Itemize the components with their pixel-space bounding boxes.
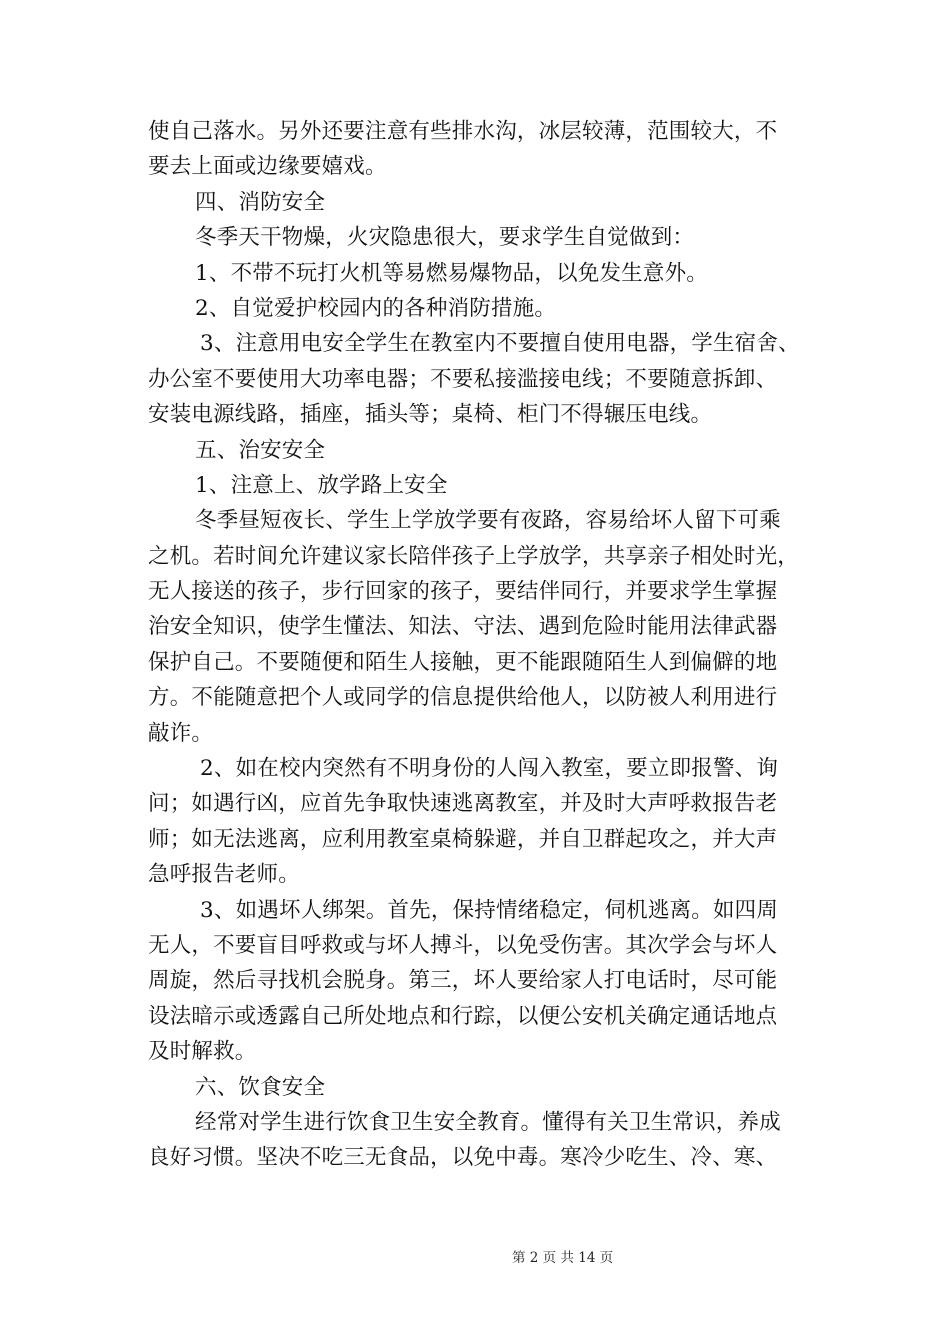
text-line: 无人，不要盲目呼救或与坏人搏斗，以免受伤害。其次学会与坏人 — [148, 932, 778, 958]
text-line: 之机。若时间允许建议家长陪伴孩子上学放学，共享亲子相处时光， — [148, 543, 800, 569]
text-line: 问；如遇行凶，应首先争取快速逃离教室，并及时大声呼救报告老 — [148, 791, 778, 817]
text-line: 冬季天干物燥，火灾隐患很大，要求学生自觉做到： — [195, 225, 695, 251]
list-item: 1、不带不玩打火机等易燃易爆物品，以免发生意外。 — [195, 260, 708, 286]
text-line: 设法暗示或透露自己所处地点和行踪，以便公安机关确定通话地点 — [148, 1003, 778, 1029]
list-item: 3、注意用电安全学生在教室内不要擅自使用电器，学生宿舍、 — [200, 331, 800, 357]
text-line: 急呼报告老师。 — [148, 862, 300, 888]
section-heading: 六、饮食安全 — [195, 1074, 326, 1100]
page-indicator: 第 2 页 共 14 页 — [512, 1250, 614, 1266]
text-line: 良好习惯。坚决不吃三无食品，以免中毒。寒冷少吃生、冷、寒、 — [148, 1145, 778, 1171]
text-line: 经常对学生进行饮食卫生安全教育。懂得有关卫生常识，养成 — [195, 1109, 781, 1135]
text-line: 周旋，然后寻找机会脱身。第三，坏人要给家人打电话时，尽可能 — [148, 968, 778, 994]
sub-heading: 1、注意上、放学路上安全 — [195, 472, 448, 498]
list-item: 2、自觉爱护校园内的各种消防措施。 — [195, 295, 557, 321]
text-line: 冬季昼短夜长、学生上学放学要有夜路，容易给坏人留下可乘 — [195, 508, 781, 534]
section-heading: 五、治安安全 — [195, 437, 326, 463]
text-line: 使自己落水。另外还要注意有些排水沟，冰层较薄，范围较大，不 — [148, 119, 778, 144]
list-item: 2、如在校内突然有不明身份的人闯入教室，要立即报警、询 — [200, 756, 779, 782]
text-line: 治安全知识，使学生懂法、知法、守法、遇到危险时能用法律武器 — [148, 614, 778, 640]
text-line: 无人接送的孩子，步行回家的孩子，要结伴同行，并要求学生掌握 — [148, 579, 778, 605]
text-line: 敲诈。 — [148, 720, 214, 746]
text-line: 安装电源线路，插座，插头等；桌椅、柜门不得辗压电线。 — [148, 402, 713, 428]
document-body — [148, 114, 808, 1176]
text-line: 及时解救。 — [148, 1039, 257, 1065]
text-line: 要去上面或边缘要嬉戏。 — [148, 154, 387, 180]
text-line: 保护自己。不要随便和陌生人接触，更不能跟随陌生人到偏僻的地 — [148, 649, 778, 675]
text-line: 办公室不要使用大功率电器；不要私接滥接电线；不要随意拆卸、 — [148, 366, 778, 392]
section-heading: 四、消防安全 — [195, 189, 326, 215]
text-line: 方。不能随意把个人或同学的信息提供给他人，以防被人利用进行 — [148, 685, 778, 711]
list-item: 3、如遇坏人绑架。首先，保持情绪稳定，伺机逃离。如四周 — [200, 897, 779, 923]
text-line: 师；如无法逃离，应利用教室桌椅躲避，并自卫群起攻之，并大声 — [148, 826, 778, 852]
